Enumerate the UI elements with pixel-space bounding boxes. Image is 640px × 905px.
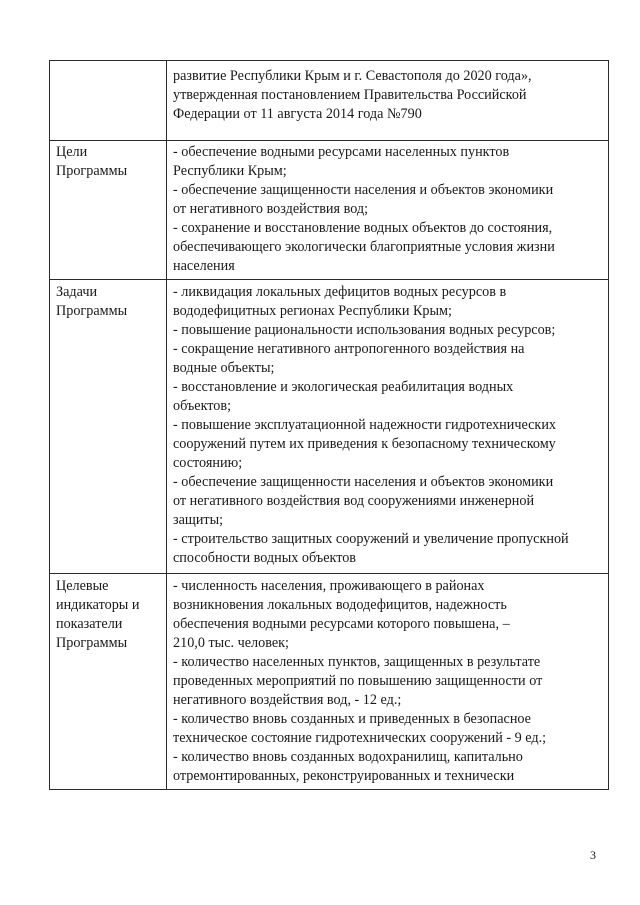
row-content-cell [167,61,609,141]
row-content-line: развитие Республики Крым и г. Севастополя до 2020 года», [173,68,532,84]
row-content-line: проведенных мероприятий по повышению защищенности от [173,673,543,689]
row-label-line: Целевые [56,578,109,594]
row-content-line: негативного воздействия вод, - 12 ед.; [173,692,402,708]
row-content-line: - обеспечение защищенности населения и объектов экономики [173,182,554,198]
row-content-line: - сокращение негативного антропогенного воздействия на [173,341,525,357]
page-number: 3 [590,848,596,862]
table-row-basis [50,61,609,141]
row-content-line: отремонтированных, реконструированных и технически [173,768,515,784]
row-content-line: состоянию; [173,455,243,471]
row-content-line: объектов; [173,398,232,414]
row-content-line: населения [173,258,235,274]
row-content-cell [167,141,609,280]
row-label-line: показатели [56,616,123,632]
row-content-line: - обеспечение защищенности населения и объектов экономики [173,474,554,490]
row-content-line: - количество населенных пунктов, защищенных в результате [173,654,541,670]
program-passport-table [49,60,609,790]
row-label-cell [50,280,167,574]
row-content-line: - повышение эксплуатационной надежности гидротехнических [173,417,557,433]
row-content-line: обеспечения водными ресурсами которого повышена, – [173,616,510,632]
row-label-line: Программы [56,635,128,651]
row-content-line: защиты; [173,512,224,528]
row-label-cell [50,141,167,280]
row-content-line: утвержденная постановлением Правительства Российской [173,87,527,103]
table-row-goals [50,141,609,280]
row-content-line: обеспечивающего экологически благоприятные условия жизни [173,239,555,255]
row-content-line: - количество вновь созданных водохранилищ, капитально [173,749,523,765]
row-label-line: Задачи [56,284,98,300]
row-content-line: возникновения локальных вододефицитов, надежность [173,597,507,613]
row-content-line: - обеспечение водными ресурсами населенных пунктов [173,144,510,160]
row-content-line: - повышение рациональности использования водных ресурсов; [173,322,556,338]
row-label-line: Программы [56,163,128,179]
row-content-line: способности водных объектов [173,550,356,566]
row-label-line: индикаторы и [56,597,140,613]
row-label-cell [50,61,167,141]
row-content-line: Республики Крым; [173,163,287,179]
row-content-line: 210,0 тыс. человек; [173,635,289,651]
row-content-line: сооружений путем их приведения к безопасному техническому [173,436,556,452]
row-label-line: Программы [56,303,128,319]
row-label-line: Цели [56,144,88,160]
row-content-line: - количество вновь созданных и приведенных в безопасное [173,711,531,727]
row-content-line: от негативного воздействия вод; [173,201,369,217]
row-content-line: - строительство защитных сооружений и увеличение пропускной [173,531,569,547]
row-content-line: Федерации от 11 августа 2014 года №790 [173,106,422,122]
row-content-line: - ликвидация локальных дефицитов водных ресурсов в [173,284,507,300]
row-content-cell [167,280,609,574]
row-content-line: водные объекты; [173,360,275,376]
table-row-indicators [50,574,609,790]
table-row-tasks [50,280,609,574]
row-content-line: от негативного воздействия вод сооружениями инженерной [173,493,535,509]
row-content-line: - численность населения, проживающего в районах [173,578,485,594]
row-content-line: техническое состояние гидротехнических сооружений - 9 ед.; [173,730,547,746]
row-content-line: - восстановление и экологическая реабилитация водных [173,379,514,395]
row-content-cell [167,574,609,790]
row-label-cell [50,574,167,790]
row-content-line: вододефицитных регионах Республики Крым; [173,303,452,319]
row-content-line: - сохранение и восстановление водных объектов до состояния, [173,220,553,236]
